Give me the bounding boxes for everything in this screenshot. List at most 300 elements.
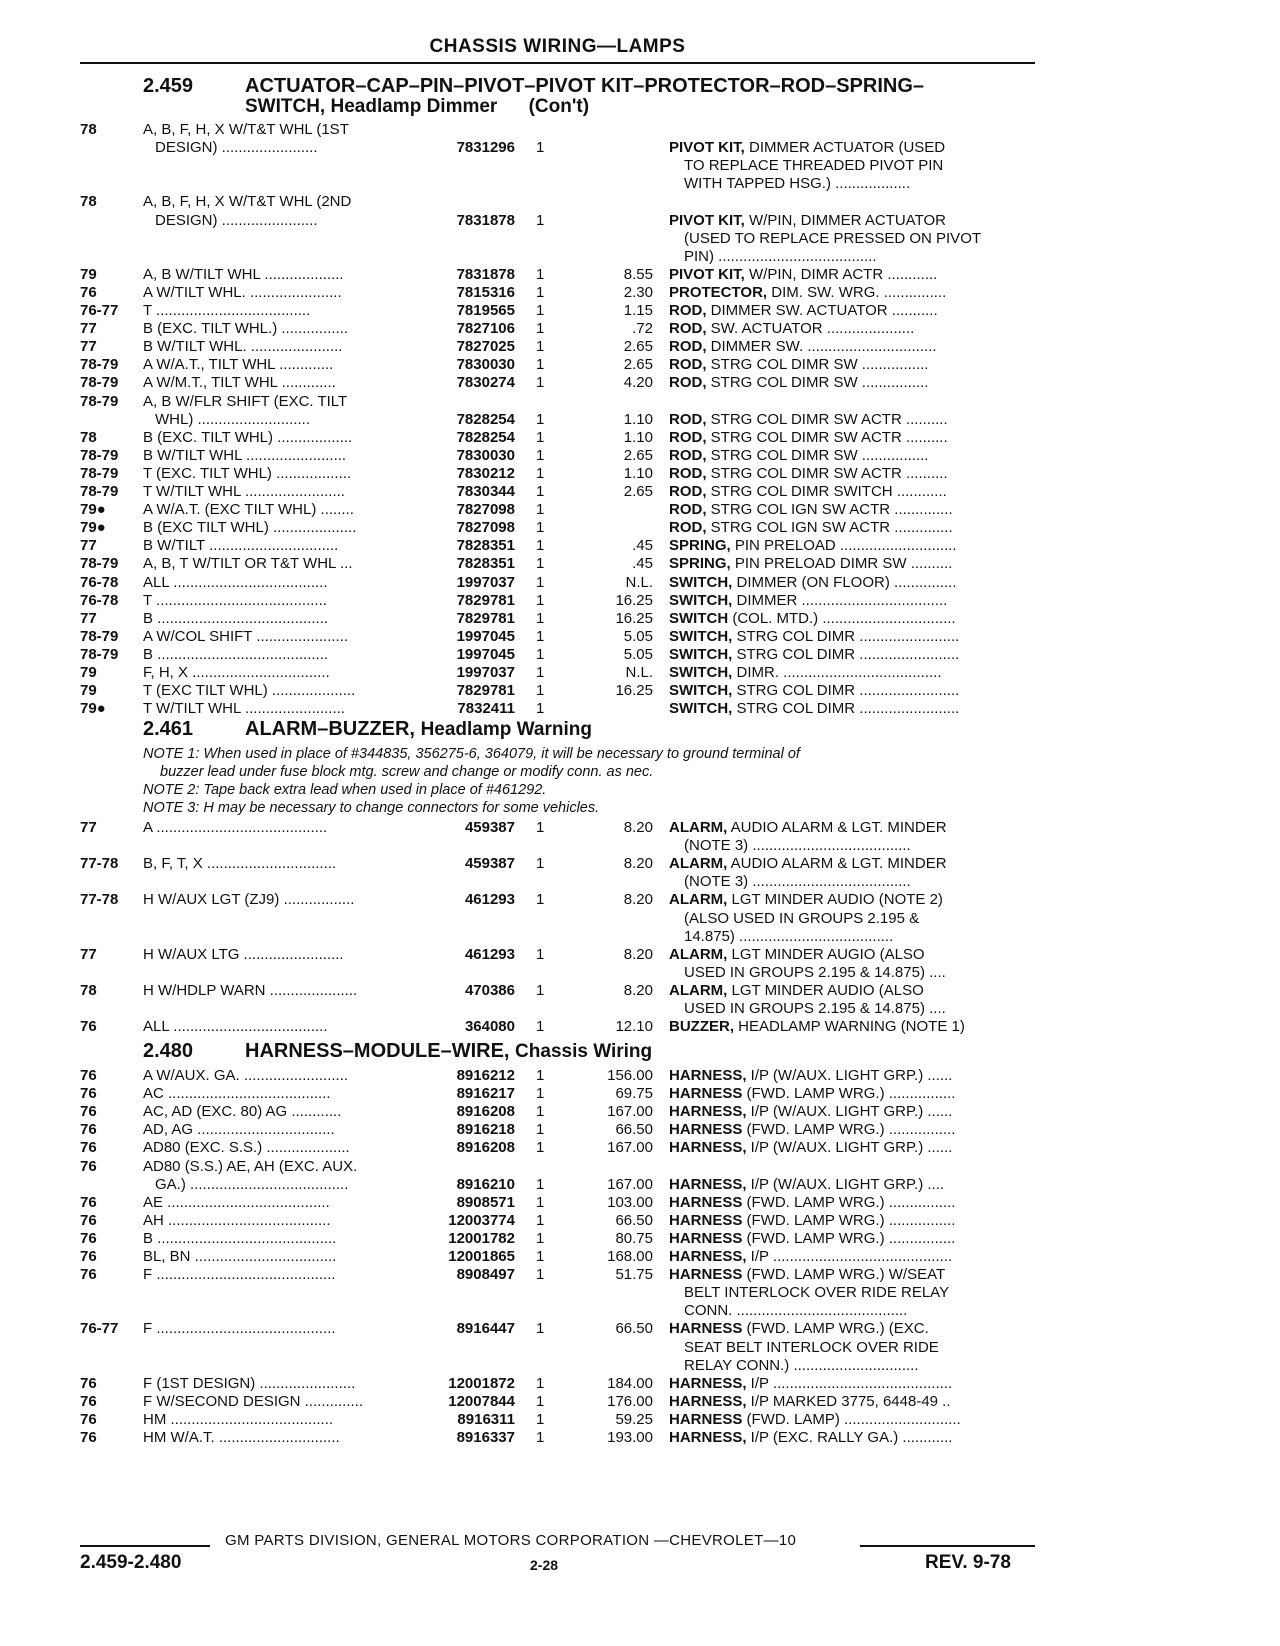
year-cell: 78-79 (80, 645, 119, 663)
description-cell (684, 963, 1049, 982)
description-cell (669, 428, 1034, 447)
description-cell (669, 818, 1034, 837)
year-cell: 76 (80, 1392, 97, 1410)
description-keyword: SPRING, (669, 537, 731, 555)
description-keyword: ALARM, (669, 855, 728, 873)
part-number-cell: 7830030 (456, 446, 515, 464)
part-number-cell: 1997045 (456, 645, 515, 663)
quantity-cell: 1 (536, 945, 545, 963)
part-number-cell: 8916210 (456, 1175, 515, 1193)
description-text: DIM. SW. WRG. ............... (767, 283, 947, 301)
year-cell: 79● (80, 519, 106, 537)
part-number-cell: 7832411 (457, 700, 515, 718)
description-keyword: PIVOT KIT, (669, 139, 745, 157)
quantity-cell: 1 (536, 1248, 545, 1265)
application-cell: ALL ..................................... (143, 573, 328, 591)
quantity-cell: 1 (536, 410, 545, 428)
description-text: WITH TAPPED HSG.) .................. (684, 175, 911, 193)
part-number-cell: 461293 (464, 945, 515, 963)
part-number-cell: 8916217 (456, 1085, 515, 1103)
description-cell (669, 627, 1034, 646)
year-cell: 76 (80, 1157, 97, 1175)
year-cell: 76 (80, 1121, 97, 1139)
section-2461-number: 2.461 (143, 718, 194, 740)
description-keyword: ALARM, (669, 945, 728, 963)
description-text: STRG COL DIMR SW ................ (706, 374, 929, 392)
part-number-cell: 12001782 (448, 1229, 515, 1247)
header-rule (80, 62, 1035, 64)
price-cell: 2.65 (623, 483, 653, 500)
description-keyword: SWITCH, (669, 645, 733, 663)
description-text: DIMMER (ON FLOOR) ............... (732, 573, 957, 591)
description-cell (669, 1410, 1034, 1429)
description-cell (669, 573, 1034, 592)
price-cell: 193.00 (607, 1429, 653, 1446)
price-cell: 8.20 (623, 981, 653, 999)
description-keyword: ALARM, (669, 891, 728, 909)
description-keyword: ROD, (669, 428, 707, 446)
application-cell: A W/TILT WHL. ...................... (143, 283, 342, 301)
quantity-cell: 1 (536, 573, 545, 591)
description-keyword: ROD, (669, 483, 707, 500)
description-cell (669, 681, 1034, 700)
section-2459-continued: (Con't) (528, 96, 590, 117)
description-cell (669, 373, 1034, 392)
part-number-cell: 1997045 (456, 627, 515, 645)
price-cell: 8.20 (623, 891, 653, 909)
description-text: (NOTE 3) ...................................... (684, 837, 911, 855)
year-cell: 78-79 (80, 446, 119, 464)
quantity-cell: 1 (536, 356, 545, 374)
price-cell: 103.00 (607, 1193, 653, 1211)
application-cell: A W/A.T. (EXC TILT WHL) ........ (143, 501, 354, 519)
application-cell: F, H, X ................................. (143, 664, 330, 681)
part-number-cell: 7830030 (456, 356, 515, 374)
part-number-cell: 8908497 (456, 1266, 515, 1284)
description-text: (FWD. LAMP WRG.) (EXC. (742, 1320, 929, 1338)
quantity-cell: 1 (536, 855, 545, 873)
description-text: (FWD. LAMP) ............................ (742, 1410, 961, 1428)
description-text: PIN PRELOAD ............................ (730, 537, 957, 555)
application-cell: T (EXC TILT WHL) .................... (143, 682, 356, 700)
price-cell: N.L. (625, 664, 653, 681)
price-cell: 80.75 (615, 1229, 653, 1247)
quantity-cell: 1 (536, 591, 545, 609)
description-cell (669, 337, 1034, 356)
quantity-cell: 1 (536, 1266, 545, 1284)
application-cell: B W/TILT WHL ........................ (143, 446, 347, 464)
description-cell (684, 1283, 1049, 1302)
description-text: (ALSO USED IN GROUPS 2.195 & (684, 909, 920, 927)
description-keyword: ROD, (669, 302, 707, 319)
description-cell (684, 927, 1049, 946)
description-keyword: ROD, (669, 356, 707, 374)
section-2461-subtitle: Headlamp Warning (420, 719, 592, 740)
note-2: NOTE 2: Tape back extra lead when used in place of #461292. (143, 782, 547, 798)
price-cell: 167.00 (607, 1103, 653, 1121)
description-cell (669, 609, 1034, 628)
description-text: W/PIN, DIMMER ACTUATOR (744, 211, 946, 229)
description-text: STRG COL IGN SW ACTR .............. (706, 519, 953, 537)
application-cell: B, F, T, X ............................... (143, 855, 337, 873)
quantity-cell: 1 (536, 320, 545, 338)
part-number-cell: 7819565 (456, 302, 515, 319)
quantity-cell: 1 (536, 338, 545, 356)
description-keyword: ROD, (669, 338, 707, 356)
part-number-cell: 1997037 (456, 573, 515, 591)
footer-page-number: 2-28 (530, 1557, 559, 1573)
year-cell: 79 (80, 682, 97, 700)
description-text: AUDIO ALARM & LGT. MINDER (727, 855, 947, 873)
application-cell: B W/TILT ............................... (143, 537, 339, 555)
year-cell: 77 (80, 320, 97, 338)
description-keyword: ROD, (669, 320, 707, 338)
description-cell (669, 1265, 1034, 1284)
description-text: BELT INTERLOCK OVER RIDE RELAY (684, 1284, 950, 1302)
description-text: STRG COL DIMR SW ................ (706, 446, 929, 464)
description-text: (USED TO REPLACE PRESSED ON PIVOT (684, 229, 982, 247)
application-cell: F W/SECOND DESIGN .............. (143, 1392, 364, 1410)
year-cell: 78 (80, 981, 97, 999)
year-cell: 78-79 (80, 627, 119, 645)
part-number-cell: 8916337 (456, 1429, 515, 1446)
application-cell: AD80 (S.S.) AE, AH (EXC. AUX. (143, 1157, 358, 1175)
description-text: PIN PRELOAD DIMR SW .......... (730, 555, 953, 573)
description-keyword: ROD, (669, 446, 707, 464)
description-text: I/P (EXC. RALLY GA.) ............ (746, 1429, 953, 1446)
year-cell: 76 (80, 283, 97, 301)
price-cell: 16.25 (615, 591, 653, 609)
application-cell: T (EXC. TILT WHL) .................. (143, 464, 352, 482)
part-number-cell: 7831878 (456, 211, 515, 229)
description-text: TO REPLACE THREADED PIVOT PIN (684, 157, 944, 175)
description-keyword: SWITCH, (669, 664, 733, 681)
part-number-cell: 7827025 (456, 338, 515, 356)
part-number-cell: 12001872 (448, 1374, 515, 1392)
description-cell (669, 945, 1034, 964)
description-text: PIN) ...................................... (684, 247, 877, 265)
quantity-cell: 1 (536, 464, 545, 482)
application-cell: B (EXC TILT WHL) .................... (143, 519, 357, 537)
price-cell: 176.00 (607, 1392, 653, 1410)
application-cell: H W/AUX LGT (ZJ9) ................. (143, 891, 355, 909)
price-cell: 2.65 (623, 446, 653, 464)
description-keyword: SWITCH, (669, 627, 733, 645)
year-cell: 76 (80, 1139, 97, 1157)
part-number-cell: 7827098 (456, 519, 515, 537)
quantity-cell: 1 (536, 645, 545, 663)
year-cell: 76 (80, 1266, 97, 1284)
year-cell: 76 (80, 1211, 97, 1229)
part-number-cell: 7831878 (456, 265, 515, 283)
price-cell: 51.75 (615, 1266, 653, 1284)
quantity-cell: 1 (536, 139, 545, 157)
part-number-cell: 7831296 (456, 139, 515, 157)
application-cell: T W/TILT WHL ........................ (143, 483, 345, 500)
price-cell: N.L. (625, 573, 653, 591)
application-cell: A ......................................... (143, 819, 328, 836)
price-cell: 5.05 (623, 627, 653, 645)
description-keyword: HARNESS, (669, 1429, 747, 1446)
application-cell: AC ....................................... (143, 1085, 331, 1103)
description-cell (684, 999, 1049, 1018)
description-keyword: PIVOT KIT, (669, 265, 745, 283)
quantity-cell: 1 (536, 1410, 545, 1428)
description-cell (669, 410, 1034, 429)
year-cell: 76-78 (80, 591, 119, 609)
year-cell: 79● (80, 501, 106, 519)
description-keyword: SPRING, (669, 555, 731, 573)
description-keyword: HARNESS, (669, 1067, 747, 1084)
footer-range: 2.459-2.480 (80, 1552, 182, 1573)
description-cell (684, 229, 1049, 248)
price-cell: 66.50 (615, 1121, 653, 1139)
quantity-cell: 1 (536, 1067, 545, 1084)
part-number-cell: 7829781 (456, 591, 515, 609)
description-keyword: HARNESS (669, 1211, 743, 1229)
year-cell: 78 (80, 121, 97, 138)
description-text: (FWD. LAMP WRG.) ................ (742, 1193, 956, 1211)
description-keyword: HARNESS (669, 1320, 743, 1338)
description-text: HEADLAMP WARNING (NOTE 1) (734, 1018, 965, 1036)
part-number-cell: 459387 (464, 819, 515, 836)
description-cell (669, 355, 1034, 374)
description-cell (684, 247, 1049, 266)
application-cell: B (EXC. TILT WHL.) ................ (143, 320, 349, 338)
description-keyword: SWITCH, (669, 700, 733, 718)
price-cell: .45 (632, 555, 653, 573)
part-number-cell: 7830344 (456, 483, 515, 500)
price-cell: 5.05 (623, 645, 653, 663)
description-text: STRG COL DIMR ........................ (732, 645, 960, 663)
description-cell (669, 319, 1034, 338)
description-cell (669, 854, 1034, 873)
year-cell: 77 (80, 945, 97, 963)
section-2461-title: ALARM–BUZZER, (245, 718, 415, 740)
description-keyword: SWITCH, (669, 573, 733, 591)
description-cell (669, 1120, 1034, 1139)
application-cell: B ......................................... (143, 609, 329, 627)
part-number-cell: 1997037 (456, 664, 515, 681)
year-cell: 78-79 (80, 374, 119, 392)
note-1: NOTE 1: When used in place of #344835, 356275-6, 364079, it will be necessary to ground terminal of (143, 746, 800, 762)
part-number-cell: 461293 (464, 891, 515, 909)
part-number-cell: 7828351 (456, 537, 515, 555)
description-text: 14.875) ..................................... (684, 927, 894, 945)
description-keyword: ROD, (669, 519, 707, 537)
quantity-cell: 1 (536, 891, 545, 909)
application-cell: A W/A.T., TILT WHL ............. (143, 356, 334, 374)
year-cell: 78 (80, 193, 97, 211)
description-text: I/P ........................................... (746, 1374, 953, 1392)
price-cell: 2.30 (623, 283, 653, 301)
quantity-cell: 1 (536, 1018, 545, 1036)
description-cell (669, 500, 1034, 519)
quantity-cell: 1 (536, 374, 545, 392)
year-cell: 78-79 (80, 392, 119, 410)
description-text: CONN. ......................................... (684, 1302, 908, 1320)
description-keyword: ROD, (669, 501, 707, 519)
application-cell: B W/TILT WHL. ...................... (143, 338, 343, 356)
quantity-cell: 1 (536, 682, 545, 700)
application-cell: AD, AG ................................. (143, 1121, 335, 1139)
description-text: (FWD. LAMP WRG.) ................ (742, 1229, 956, 1247)
part-number-cell: 459387 (464, 855, 515, 873)
part-number-cell: 7815316 (456, 283, 515, 301)
description-text: I/P (W/AUX. LIGHT GRP.) ...... (746, 1103, 953, 1121)
part-number-cell: 8916212 (456, 1067, 515, 1084)
description-text: I/P (W/AUX. LIGHT GRP.) .... (746, 1175, 945, 1193)
description-cell (669, 283, 1034, 302)
description-cell (684, 872, 1049, 891)
application-cell: F ........................................... (143, 1320, 336, 1338)
price-cell: 1.15 (623, 302, 653, 319)
description-cell (669, 464, 1034, 483)
application-cell: WHL) ........................... (155, 410, 311, 428)
part-number-cell: 8908571 (456, 1193, 515, 1211)
description-text: STRG COL DIMR SWITCH ............ (706, 483, 947, 500)
price-cell: 8.55 (623, 265, 653, 283)
description-text: I/P (W/AUX. LIGHT GRP.) ...... (746, 1067, 953, 1084)
description-cell (669, 1374, 1034, 1393)
description-text: SW. ACTUATOR ..................... (706, 320, 915, 338)
description-keyword: HARNESS, (669, 1248, 747, 1265)
description-cell (684, 174, 1049, 193)
description-cell (669, 1211, 1034, 1230)
section-2459-number: 2.459 (143, 75, 194, 97)
application-cell: AE ....................................... (143, 1193, 330, 1211)
year-cell: 79● (80, 700, 106, 718)
footer-publisher: GM PARTS DIVISION, GENERAL MOTORS CORPORATION —CHEVROLET—10 (225, 1532, 797, 1549)
section-2459-title-line1: ACTUATOR–CAP–PIN–PIVOT–PIVOT KIT–PROTECTOR–ROD–SPRING– (245, 75, 925, 97)
application-cell: DESIGN) ....................... (155, 139, 318, 157)
quantity-cell: 1 (536, 519, 545, 537)
quantity-cell: 1 (536, 1320, 545, 1338)
year-cell: 76 (80, 1410, 97, 1428)
description-cell (669, 554, 1034, 573)
part-number-cell: 7829781 (456, 609, 515, 627)
description-text: STRG COL DIMR SW ACTR .......... (706, 428, 948, 446)
quantity-cell: 1 (536, 428, 545, 446)
year-cell: 79 (80, 265, 97, 283)
application-cell: ALL ..................................... (143, 1018, 328, 1036)
price-cell: .72 (632, 320, 653, 338)
description-cell (669, 890, 1034, 909)
description-keyword: ALARM, (669, 981, 728, 999)
application-cell: A, B W/FLR SHIFT (EXC. TILT (143, 392, 348, 410)
price-cell: 4.20 (623, 374, 653, 392)
description-cell (669, 591, 1034, 610)
description-keyword: HARNESS (669, 1229, 743, 1247)
description-cell (669, 1102, 1034, 1121)
application-cell: A W/COL SHIFT ...................... (143, 627, 349, 645)
application-cell: HM ....................................... (143, 1410, 334, 1428)
price-cell: 2.65 (623, 356, 653, 374)
description-cell (684, 836, 1049, 855)
price-cell: 12.10 (615, 1018, 653, 1036)
year-cell: 76-78 (80, 573, 119, 591)
description-cell (669, 1428, 1034, 1447)
quantity-cell: 1 (536, 446, 545, 464)
description-text: STRG COL DIMR SW ACTR .......... (706, 410, 948, 428)
quantity-cell: 1 (536, 1175, 545, 1193)
description-keyword: PIVOT KIT, (669, 211, 745, 229)
application-cell: B ......................................... (143, 645, 329, 663)
description-text: STRG COL DIMR ........................ (732, 627, 960, 645)
price-cell: 69.75 (615, 1085, 653, 1103)
year-cell: 76 (80, 1103, 97, 1121)
description-keyword: HARNESS, (669, 1374, 747, 1392)
description-cell (684, 1356, 1049, 1375)
description-cell (669, 1193, 1034, 1212)
quantity-cell: 1 (536, 1374, 545, 1392)
part-number-cell: 8916311 (457, 1410, 515, 1428)
price-cell: 1.10 (623, 410, 653, 428)
description-text: (FWD. LAMP WRG.) ................ (742, 1211, 956, 1229)
description-text: DIMMER ................................... (732, 591, 948, 609)
quantity-cell: 1 (536, 1211, 545, 1229)
price-cell: 8.20 (623, 819, 653, 836)
description-cell (669, 663, 1034, 682)
description-cell (684, 909, 1049, 928)
price-cell: 167.00 (607, 1139, 653, 1157)
application-cell: B (EXC. TILT WHL) .................. (143, 428, 353, 446)
application-cell: T W/TILT WHL ........................ (143, 700, 345, 718)
footer-rule-right (860, 1545, 1035, 1547)
description-keyword: PROTECTOR, (669, 283, 768, 301)
part-number-cell: 8916208 (456, 1103, 515, 1121)
price-cell: 1.10 (623, 428, 653, 446)
description-text: (FWD. LAMP WRG.) ................ (742, 1085, 956, 1103)
year-cell: 76 (80, 1374, 97, 1392)
description-cell (669, 1229, 1034, 1248)
description-cell (684, 156, 1049, 175)
application-cell: AH ....................................... (143, 1211, 331, 1229)
description-text: LGT MINDER AUGIO (ALSO (727, 945, 925, 963)
part-number-cell: 8916208 (456, 1139, 515, 1157)
part-number-cell: 364080 (464, 1018, 515, 1036)
year-cell: 78-79 (80, 356, 119, 374)
description-text: DIMMER ACTUATOR (USED (744, 139, 946, 157)
price-cell: 168.00 (607, 1248, 653, 1265)
application-cell: H W/HDLP WARN ..................... (143, 981, 358, 999)
year-cell: 76 (80, 1067, 97, 1084)
quantity-cell: 1 (536, 1103, 545, 1121)
price-cell: 66.50 (615, 1211, 653, 1229)
description-cell (669, 1017, 1034, 1036)
application-cell: BL, BN .................................. (143, 1248, 337, 1265)
price-cell: 167.00 (607, 1175, 653, 1193)
application-cell: A W/M.T., TILT WHL ............. (143, 374, 336, 392)
application-cell: A, B, T W/TILT OR T&T WHL ... (143, 555, 353, 573)
quantity-cell: 1 (536, 555, 545, 573)
description-text: (FWD. LAMP WRG.) W/SEAT (742, 1266, 946, 1284)
description-keyword: ROD, (669, 410, 707, 428)
quantity-cell: 1 (536, 609, 545, 627)
description-cell (669, 1066, 1034, 1085)
description-text: STRG COL DIMR ........................ (732, 682, 960, 700)
description-text: I/P MARKED 3775, 6448-49 .. (746, 1392, 951, 1410)
quantity-cell: 1 (536, 1429, 545, 1446)
application-cell: T ......................................... (143, 591, 327, 609)
description-keyword: BUZZER, (669, 1018, 734, 1036)
application-cell: H W/AUX LTG ........................ (143, 945, 344, 963)
price-cell: 184.00 (607, 1374, 653, 1392)
description-text: LGT MINDER AUDIO (NOTE 2) (727, 891, 943, 909)
year-cell: 78-79 (80, 464, 119, 482)
description-text: STRG COL DIMR SW ................ (706, 356, 929, 374)
description-text: W/PIN, DIMR ACTR ............ (744, 265, 938, 283)
